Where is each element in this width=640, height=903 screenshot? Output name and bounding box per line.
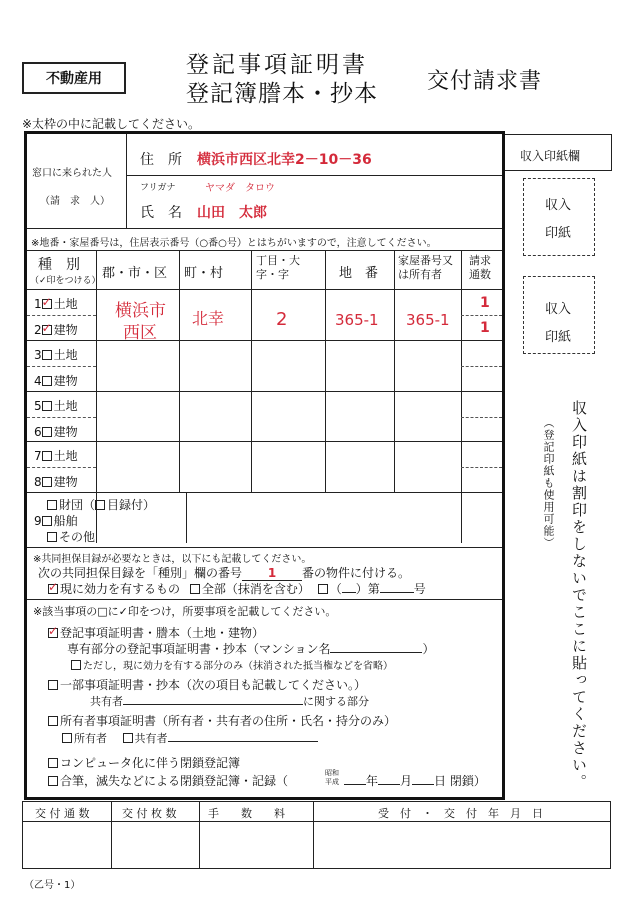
item2-sub: 共有者 に関する部分 [90, 695, 369, 708]
item2[interactable]: 一部事項証明書・抄本（次の項目も記載してください。） [48, 676, 366, 693]
checkbox-icon[interactable] [95, 500, 105, 510]
checkbox-icon[interactable] [42, 401, 52, 411]
checkbox-icon[interactable] [42, 376, 52, 386]
row-kind-2[interactable]: 2✓ 建物 [34, 321, 78, 338]
stamp2-line1: 収入 [545, 302, 572, 317]
footer-col-date: 受 付 ・ 交 付 年 月 日 [378, 807, 543, 820]
row-kind-8[interactable]: 8 建物 [34, 475, 78, 489]
checkbox-icon[interactable] [48, 716, 58, 726]
form-code: （乙号・1） [24, 880, 81, 891]
row9-opt-ship[interactable]: 9 船舶 [34, 514, 78, 528]
checkbox-icon[interactable] [318, 584, 328, 594]
row-kind-6[interactable]: 6 建物 [34, 425, 78, 439]
row-kind-3[interactable]: 3 土地 [34, 348, 78, 362]
filled-count-2[interactable]: 1 [480, 320, 490, 336]
filled-city-line2[interactable]: 西区 [123, 323, 157, 343]
town-header: 町・村 [184, 266, 224, 281]
checkbox-checked-icon[interactable] [42, 299, 52, 309]
checkbox-icon[interactable] [48, 776, 58, 786]
furigana-label: フリガナ [140, 183, 176, 193]
checkbox-icon[interactable] [42, 451, 52, 461]
instruction: ※太枠の中に記載してください。 [22, 117, 201, 131]
era-labels: 昭和 平成 [325, 769, 339, 786]
joint-number[interactable]: 1 [242, 566, 302, 581]
counter-label: 窓口に来られた人 [32, 168, 112, 179]
title-line1: 登記事項証明書 [186, 52, 368, 78]
row9-opt-foundation[interactable]: 財団（ 目録付） [47, 496, 155, 513]
row-kind-7[interactable]: 7 土地 [34, 449, 78, 463]
checkbox-checked-icon[interactable] [48, 584, 58, 594]
stamp-vertical-subnote: （登記印紙も使用可能） [542, 417, 555, 549]
title-line2: 登記簿謄本・抄本 [186, 81, 378, 107]
furigana-value[interactable]: ヤマダ タロウ [205, 183, 275, 194]
item5[interactable]: 合筆，滅失などによる閉鎖登記簿・記録（ [48, 772, 288, 789]
checkbox-icon[interactable] [190, 584, 200, 594]
filled-town[interactable]: 北幸 [192, 309, 225, 328]
joint-line: 次の共同担保目録を「種別」欄の番号 1 番の物件に付ける。 [38, 566, 411, 580]
kind-header: 種 別 [38, 257, 80, 273]
stamp1-line2: 印紙 [545, 226, 572, 241]
checkbox-icon[interactable] [47, 532, 57, 542]
footer-col-sheet-count: 交 付 枚 数 [122, 807, 177, 820]
realestate-label: 不動産用 [46, 71, 102, 87]
row-kind-4[interactable]: 4 建物 [34, 374, 78, 388]
city-header: 郡・市・区 [102, 266, 168, 281]
checkbox-icon[interactable] [42, 516, 52, 526]
checkbox-icon[interactable] [42, 427, 52, 437]
checkbox-checked-icon[interactable] [42, 325, 52, 335]
chome-header: 丁目・大字・字 [256, 254, 300, 281]
stamp-column-title: 収入印紙欄 [520, 149, 581, 163]
items-note: ※該当事項の□に✓印をつけ，所要事項を記載してください。 [33, 605, 337, 618]
joint-note: ※共同担保目録が必要なときは，以下にも記載してください。 [33, 554, 312, 565]
row-kind-5[interactable]: 5 土地 [34, 399, 78, 413]
checkbox-icon[interactable] [48, 758, 58, 768]
realestate-stamp [22, 62, 126, 94]
item1-line2: 専有部分の登記事項証明書・抄本（マンション名 ） [67, 642, 435, 656]
address-label: 住 所 [140, 152, 182, 168]
filled-house[interactable]: 365-1 [406, 311, 450, 329]
checkbox-icon[interactable] [42, 477, 52, 487]
footer-col-issued-count: 交 付 通 数 [35, 807, 90, 820]
kind-subheader: （✓印をつける） [30, 276, 101, 286]
item1[interactable]: ✓登記事項証明書・謄本（土地・建物） [48, 624, 264, 641]
checkbox-checked-icon[interactable] [48, 628, 58, 638]
checkbox-icon[interactable] [123, 733, 133, 743]
lot-header: 地 番 [339, 266, 379, 281]
joint-options[interactable]: ✓現に効力を有するもの 全部（抹消を含む） （ ）第 号 [48, 580, 426, 597]
row9-opt-other[interactable]: その他 [47, 528, 95, 545]
checkbox-icon[interactable] [48, 680, 58, 690]
item4[interactable]: コンピュータ化に伴う閉鎖登記簿 [48, 754, 240, 771]
closure-date: 年 月 日 閉鎖） [344, 772, 486, 789]
title-block [186, 50, 416, 108]
lot-note: ※地番・家屋番号は，住居表示番号（○番○号）とはちがいますので，注意してください。 [31, 238, 437, 249]
checkbox-icon[interactable] [42, 350, 52, 360]
checkbox-icon[interactable] [62, 733, 72, 743]
title-suffix: 交付請求書 [427, 69, 543, 94]
stamp1-line1: 収入 [545, 198, 572, 213]
name-value[interactable]: 山田 太郎 [197, 205, 267, 221]
count-header: 請求通数 [469, 254, 491, 281]
checkbox-icon[interactable] [71, 660, 81, 670]
row-kind-1[interactable]: 1✓ 土地 [34, 295, 78, 312]
filled-count-1[interactable]: 1 [480, 295, 490, 311]
house-header: 家屋番号又は所有者 [398, 254, 453, 281]
filled-chome[interactable]: 2 [276, 309, 288, 330]
name-label: 氏 名 [140, 205, 182, 221]
address-value[interactable]: 横浜市西区北幸2－10－36 [197, 152, 372, 168]
stamp-box-1 [523, 178, 595, 256]
filled-city-line1[interactable]: 横浜市 [115, 301, 166, 321]
stamp-vertical-note: 収入印紙は割印をしないでここに貼ってください。 [570, 400, 588, 791]
requester-role: （請 求 人） [40, 196, 110, 207]
item3-sub[interactable]: 所有者 共有者 [62, 730, 318, 746]
filled-lot[interactable]: 365-1 [335, 311, 379, 329]
item1-sub[interactable]: ただし，現に効力を有する部分のみ（抹消された抵当権などを省略） [71, 657, 393, 672]
item3[interactable]: 所有者事項証明書（所有者・共有者の住所・氏名・持分のみ） [48, 712, 396, 729]
checkbox-icon[interactable] [47, 500, 57, 510]
footer-col-fee: 手 数 料 [208, 807, 285, 820]
stamp2-line2: 印紙 [545, 330, 572, 345]
